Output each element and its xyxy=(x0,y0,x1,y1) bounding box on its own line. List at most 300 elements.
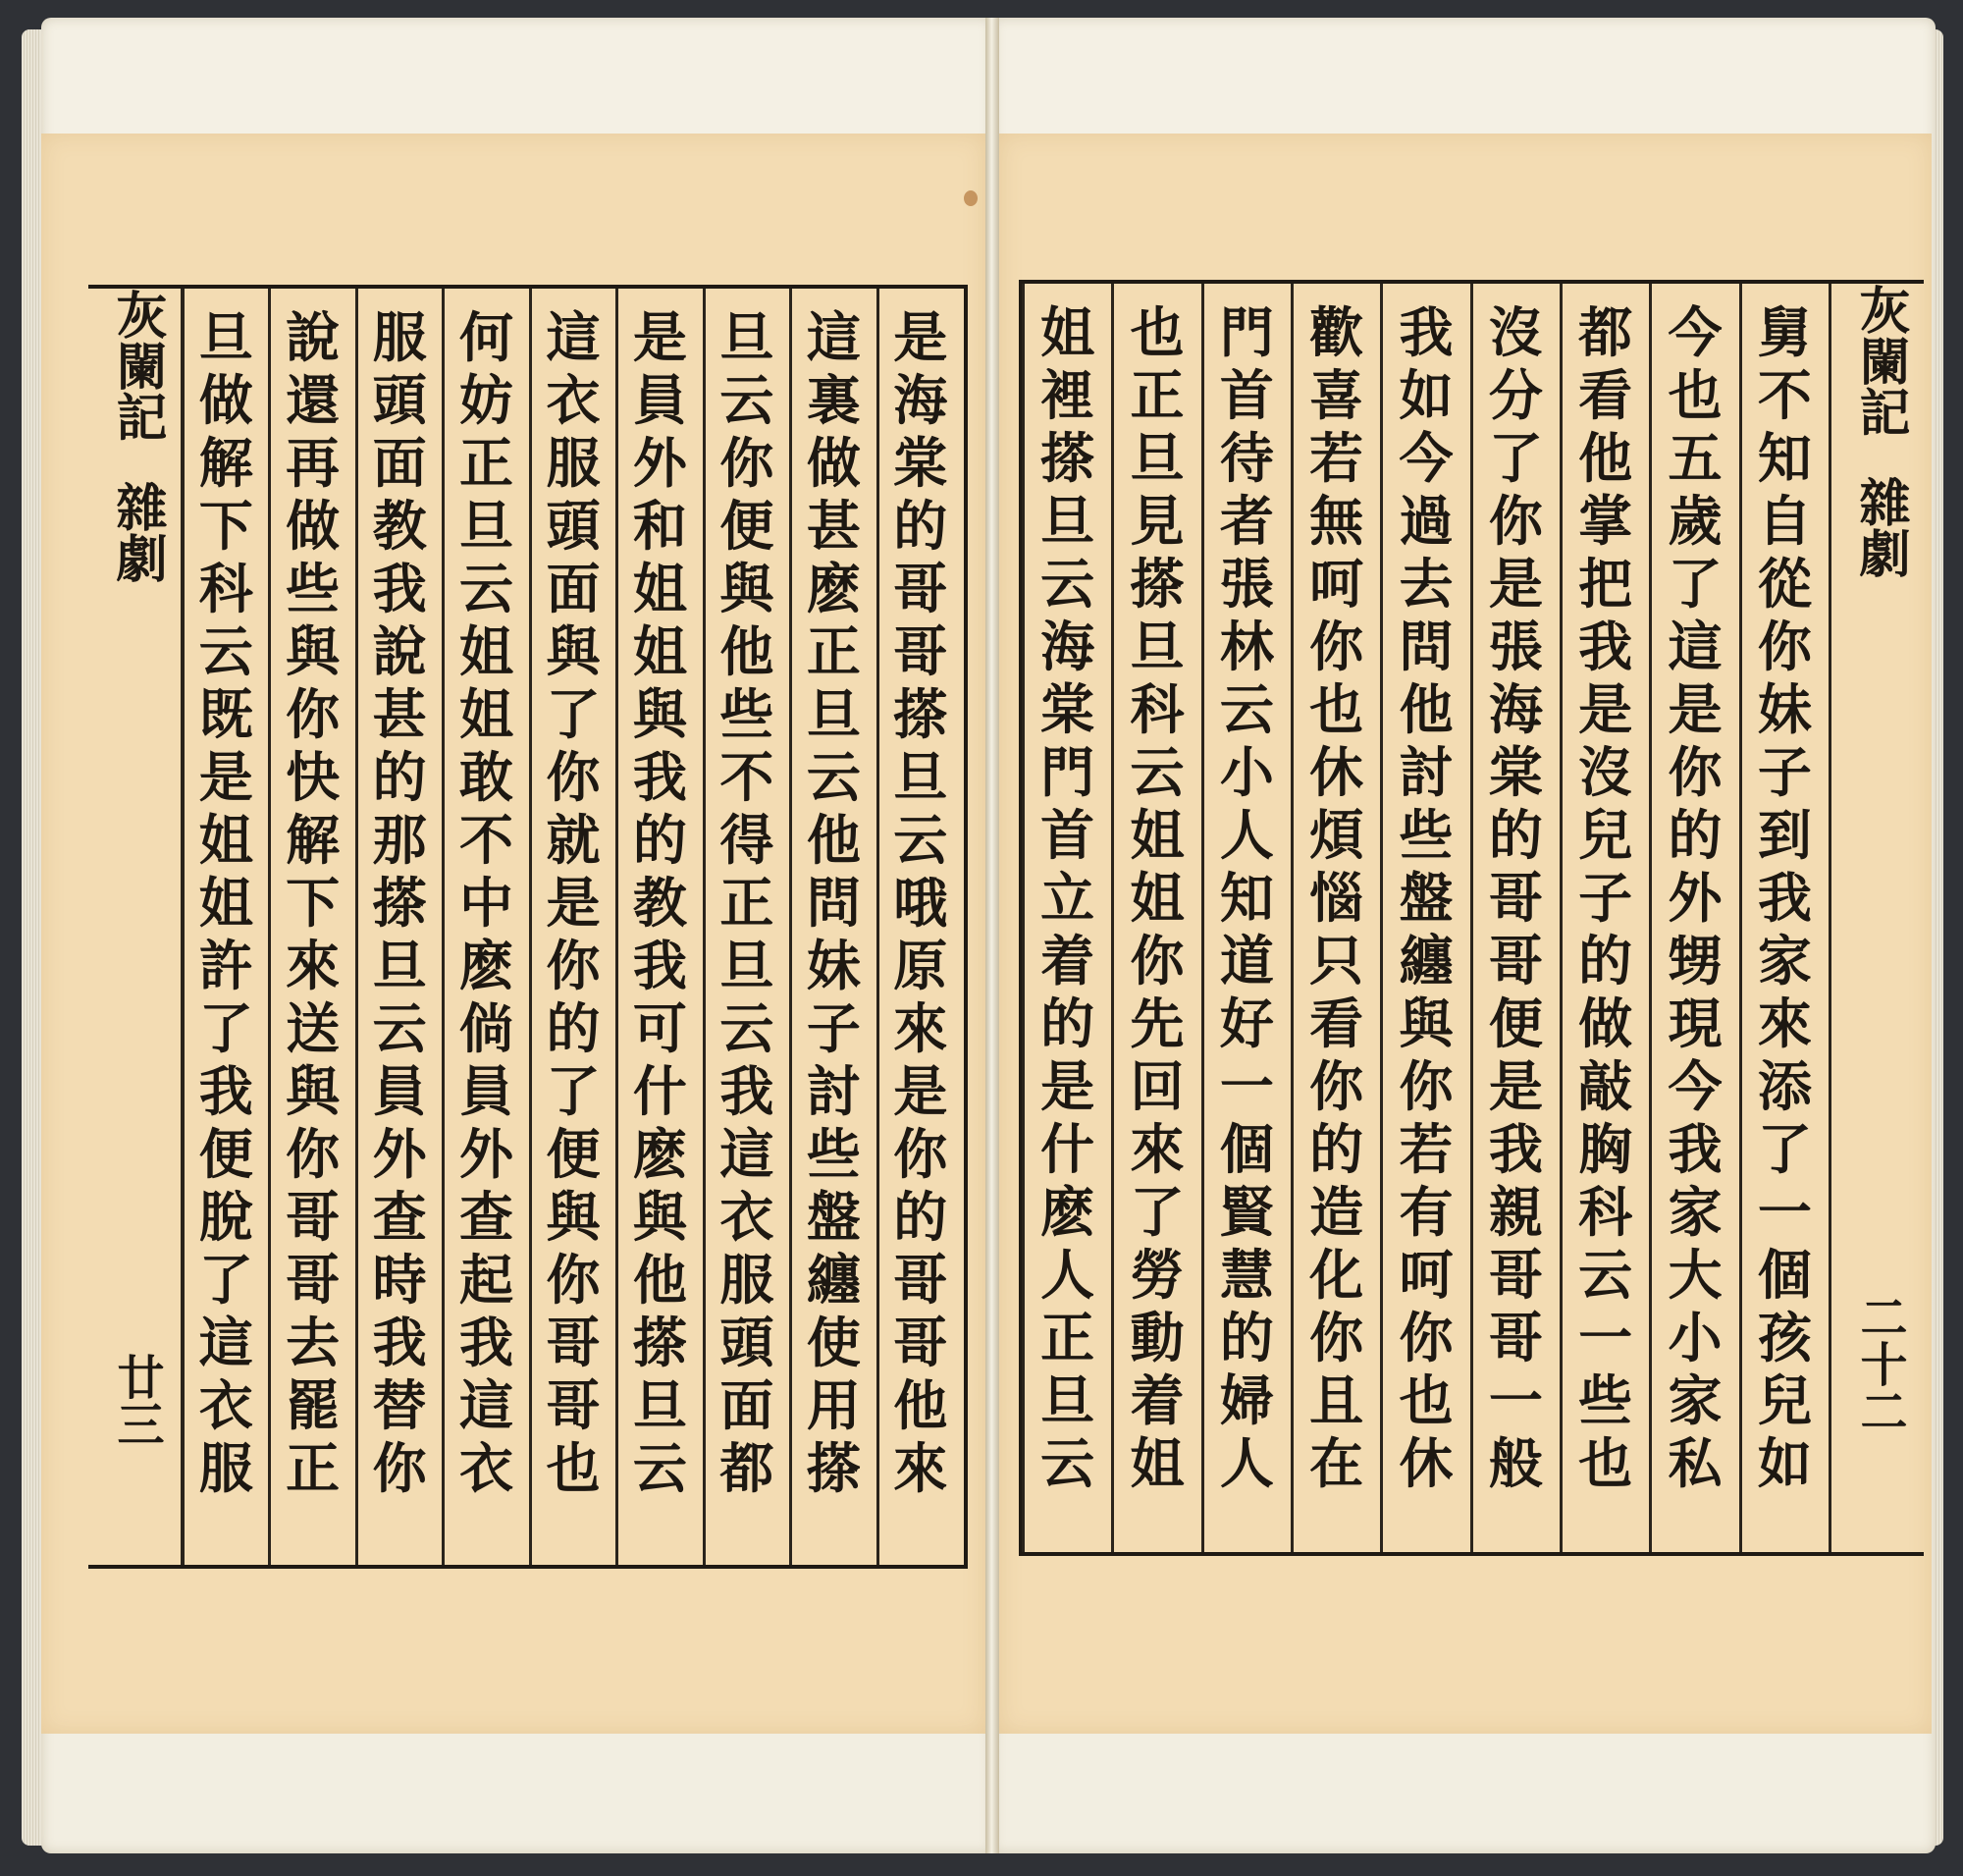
glyph: 海 xyxy=(1488,677,1543,741)
glyph: 與 xyxy=(632,1185,687,1249)
glyph: 是 xyxy=(893,305,948,369)
glyph: 我 xyxy=(1399,300,1454,364)
glyph: 的 xyxy=(1578,929,1633,992)
glyph: 是 xyxy=(893,1059,948,1123)
glyph: 姐 xyxy=(459,682,514,746)
glyph: 只 xyxy=(1309,929,1364,992)
glyph: 罷 xyxy=(286,1373,341,1437)
glyph: 棠 xyxy=(1040,677,1095,741)
column-rule xyxy=(789,289,792,1565)
glyph: 與 xyxy=(286,619,341,683)
glyph: 做 xyxy=(806,431,861,495)
glyph: 去 xyxy=(286,1311,341,1374)
glyph: 動 xyxy=(1130,1306,1185,1369)
glyph: 姐 xyxy=(198,871,253,935)
glyph: 服 xyxy=(719,1248,774,1312)
glyph: 搽 xyxy=(893,682,948,746)
glyph: 旦 xyxy=(806,682,861,746)
glyph: 這 xyxy=(459,1373,514,1437)
glyph: 與 xyxy=(719,557,774,620)
glyph: 兒 xyxy=(1578,803,1633,867)
glyph: 這 xyxy=(719,1122,774,1186)
glyph: 勞 xyxy=(1130,1243,1185,1307)
text-column xyxy=(1118,301,1196,1495)
glyph: 搽 xyxy=(1040,426,1095,490)
glyph: 旦 xyxy=(1040,489,1095,553)
glyph: 做 xyxy=(198,368,253,432)
glyph: 我 xyxy=(632,745,687,809)
glyph: 道 xyxy=(1219,929,1274,992)
glyph: 歲 xyxy=(1668,489,1723,553)
glyph: 旦 xyxy=(719,934,774,997)
glyph: 妹 xyxy=(1757,677,1812,741)
glyph: 搽 xyxy=(806,1436,861,1500)
glyph: 什 xyxy=(1040,1117,1095,1181)
text-column xyxy=(1476,301,1555,1495)
glyph: 原 xyxy=(893,934,948,997)
glyph: 都 xyxy=(719,1436,774,1500)
glyph: 造 xyxy=(1309,1180,1364,1244)
column-rule xyxy=(529,289,532,1565)
glyph: 喜 xyxy=(1309,363,1364,427)
glyph: 科 xyxy=(198,557,253,620)
glyph: 我 xyxy=(1488,1117,1543,1181)
glyph: 旦 xyxy=(1130,615,1185,678)
glyph: 婦 xyxy=(1219,1368,1274,1432)
glyph: 我 xyxy=(1757,866,1812,930)
glyph: 煩 xyxy=(1309,803,1364,867)
glyph: 的 xyxy=(632,808,687,872)
glyph: 你 xyxy=(1309,1054,1364,1118)
glyph: 這 xyxy=(806,305,861,369)
glyph: 般 xyxy=(1488,1431,1543,1495)
column-rule xyxy=(355,289,358,1565)
glyph: 哥 xyxy=(893,619,948,683)
glyph: 他 xyxy=(806,808,861,872)
glyph: 旦 xyxy=(198,305,253,369)
glyph: 若 xyxy=(1399,1117,1454,1181)
glyph: 從 xyxy=(1757,552,1812,616)
glyph: 你 xyxy=(286,1122,341,1186)
glyph: 科 xyxy=(1130,677,1185,741)
spine-page-number: 二十二 xyxy=(1852,1293,1907,1434)
glyph: 與 xyxy=(632,682,687,746)
glyph: 甚 xyxy=(806,494,861,558)
glyph: 許 xyxy=(198,934,253,997)
glyph: 可 xyxy=(632,996,687,1060)
glyph: 不 xyxy=(1757,363,1812,427)
glyph: 看 xyxy=(1309,992,1364,1055)
text-column xyxy=(1029,301,1107,1495)
glyph: 旦 xyxy=(1130,426,1185,490)
glyph: 都 xyxy=(1578,300,1633,364)
column-rule xyxy=(615,289,618,1565)
glyph: 他 xyxy=(1578,426,1633,490)
glyph: 和 xyxy=(632,494,687,558)
stain-mark xyxy=(964,190,978,206)
glyph: 查 xyxy=(459,1185,514,1249)
glyph: 衣 xyxy=(459,1436,514,1500)
glyph: 一 xyxy=(1488,1368,1543,1432)
glyph: 你 xyxy=(1130,929,1185,992)
glyph: 說 xyxy=(286,305,341,369)
column-rule xyxy=(1470,284,1473,1552)
glyph: 外 xyxy=(632,431,687,495)
glyph: 些 xyxy=(806,1122,861,1186)
glyph: 旦 xyxy=(1040,1368,1095,1432)
glyph: 一 xyxy=(1219,1054,1274,1118)
glyph: 是 xyxy=(1040,1054,1095,1118)
glyph: 我 xyxy=(632,934,687,997)
glyph: 面 xyxy=(546,557,601,620)
glyph: 大 xyxy=(1668,1243,1723,1307)
text-column xyxy=(1745,301,1824,1495)
glyph: 便 xyxy=(719,494,774,558)
glyph: 員 xyxy=(459,1059,514,1123)
column-rule xyxy=(876,289,879,1565)
glyph: 私 xyxy=(1668,1431,1723,1495)
glyph: 服 xyxy=(546,431,601,495)
glyph: 也 xyxy=(1399,1368,1454,1432)
glyph: 沒 xyxy=(1578,740,1633,804)
glyph: 的 xyxy=(1488,803,1543,867)
glyph: 今 xyxy=(1668,300,1723,364)
glyph: 麽 xyxy=(459,934,514,997)
text-column xyxy=(881,306,960,1500)
glyph: 有 xyxy=(1399,1180,1454,1244)
glyph: 好 xyxy=(1219,992,1274,1055)
glyph: 妹 xyxy=(806,934,861,997)
glyph: 不 xyxy=(459,808,514,872)
column-rule xyxy=(1739,284,1742,1552)
glyph: 何 xyxy=(459,305,514,369)
glyph: 外 xyxy=(372,1122,427,1186)
glyph: 呵 xyxy=(1399,1243,1454,1307)
glyph: 先 xyxy=(1130,992,1185,1055)
glyph: 敲 xyxy=(1578,1054,1633,1118)
glyph: 是 xyxy=(632,305,687,369)
glyph: 惱 xyxy=(1309,866,1364,930)
glyph: 衣 xyxy=(546,368,601,432)
right-text-frame xyxy=(1019,280,1924,1556)
glyph: 你 xyxy=(286,682,341,746)
text-column xyxy=(1298,301,1376,1495)
glyph: 了 xyxy=(198,996,253,1060)
glyph: 姐 xyxy=(1130,803,1185,867)
glyph: 化 xyxy=(1309,1243,1364,1307)
glyph: 待 xyxy=(1219,426,1274,490)
glyph: 也 xyxy=(546,1436,601,1500)
glyph: 也 xyxy=(1130,300,1185,364)
glyph: 送 xyxy=(286,996,341,1060)
glyph: 一 xyxy=(1578,1306,1633,1369)
glyph: 哥 xyxy=(286,1185,341,1249)
glyph: 的 xyxy=(1309,1117,1364,1181)
spine-section: 雜劇 xyxy=(1850,476,1910,578)
glyph: 問 xyxy=(806,871,861,935)
glyph: 些 xyxy=(1399,803,1454,867)
glyph: 沒 xyxy=(1488,300,1543,364)
glyph: 去 xyxy=(1399,552,1454,616)
glyph: 人 xyxy=(1219,1431,1274,1495)
glyph: 門 xyxy=(1219,300,1274,364)
glyph: 你 xyxy=(546,745,601,809)
glyph: 外 xyxy=(459,1122,514,1186)
glyph: 棠 xyxy=(893,431,948,495)
glyph: 旦 xyxy=(632,1373,687,1437)
glyph: 來 xyxy=(1757,992,1812,1055)
glyph: 哥 xyxy=(546,1311,601,1374)
glyph: 裏 xyxy=(806,368,861,432)
glyph: 倘 xyxy=(459,996,514,1060)
glyph: 今 xyxy=(1399,426,1454,490)
glyph: 服 xyxy=(198,1436,253,1500)
glyph: 面 xyxy=(719,1373,774,1437)
glyph: 云 xyxy=(372,996,427,1060)
glyph: 與 xyxy=(286,1059,341,1123)
glyph: 這 xyxy=(198,1311,253,1374)
column-rule xyxy=(1291,284,1294,1552)
glyph: 門 xyxy=(1040,740,1095,804)
glyph: 個 xyxy=(1757,1243,1812,1307)
glyph: 了 xyxy=(546,682,601,746)
glyph: 云 xyxy=(198,619,253,683)
glyph: 哥 xyxy=(286,1248,341,1312)
glyph: 海 xyxy=(1040,615,1095,678)
glyph: 小 xyxy=(1668,1306,1723,1369)
glyph: 是 xyxy=(546,871,601,935)
text-column xyxy=(620,306,699,1500)
glyph: 做 xyxy=(286,494,341,558)
column-rule xyxy=(268,289,271,1565)
glyph: 姐 xyxy=(1130,866,1185,930)
glyph: 哥 xyxy=(546,1373,601,1437)
glyph: 我 xyxy=(459,1311,514,1374)
glyph: 纏 xyxy=(1399,929,1454,992)
glyph: 若 xyxy=(1309,426,1364,490)
glyph: 教 xyxy=(372,494,427,558)
glyph: 兒 xyxy=(1757,1368,1812,1432)
glyph: 云 xyxy=(806,745,861,809)
glyph: 敢 xyxy=(459,745,514,809)
glyph: 衣 xyxy=(198,1373,253,1437)
glyph: 麽 xyxy=(1040,1180,1095,1244)
column-rule xyxy=(1111,284,1114,1552)
text-column xyxy=(1566,301,1645,1495)
glyph: 解 xyxy=(198,431,253,495)
glyph: 討 xyxy=(806,1059,861,1123)
glyph: 子 xyxy=(1578,866,1633,930)
glyph: 他 xyxy=(1399,677,1454,741)
glyph: 首 xyxy=(1040,803,1095,867)
glyph: 過 xyxy=(1399,489,1454,553)
glyph: 慧 xyxy=(1219,1243,1274,1307)
glyph: 休 xyxy=(1309,740,1364,804)
glyph: 得 xyxy=(719,808,774,872)
glyph: 人 xyxy=(1219,803,1274,867)
glyph: 個 xyxy=(1219,1117,1274,1181)
glyph: 頭 xyxy=(719,1311,774,1374)
glyph: 自 xyxy=(1757,489,1812,553)
glyph: 說 xyxy=(372,619,427,683)
glyph: 下 xyxy=(198,494,253,558)
column-rule xyxy=(442,289,445,1565)
glyph: 正 xyxy=(1130,363,1185,427)
glyph: 在 xyxy=(1309,1431,1364,1495)
glyph: 與 xyxy=(546,1185,601,1249)
glyph: 云 xyxy=(632,1436,687,1500)
text-column xyxy=(1387,301,1465,1495)
glyph: 云 xyxy=(719,368,774,432)
glyph: 脫 xyxy=(198,1185,253,1249)
column-rule xyxy=(1022,284,1025,1552)
glyph: 掌 xyxy=(1578,489,1633,553)
column-rule xyxy=(1560,284,1563,1552)
glyph: 解 xyxy=(286,808,341,872)
glyph: 他 xyxy=(719,619,774,683)
glyph: 再 xyxy=(286,431,341,495)
glyph: 也 xyxy=(1668,363,1723,427)
text-column xyxy=(534,306,612,1500)
glyph: 云 xyxy=(459,557,514,620)
glyph: 問 xyxy=(1399,615,1454,678)
glyph: 員 xyxy=(632,368,687,432)
text-column xyxy=(274,306,352,1500)
glyph: 姐 xyxy=(632,619,687,683)
glyph: 我 xyxy=(372,557,427,620)
glyph: 云 xyxy=(1219,677,1274,741)
glyph: 你 xyxy=(546,934,601,997)
left-spine-label xyxy=(98,289,175,1565)
text-column xyxy=(794,306,873,1500)
glyph: 姐 xyxy=(632,557,687,620)
glyph: 我 xyxy=(1668,1117,1723,1181)
glyph: 正 xyxy=(286,1436,341,1500)
glyph: 哥 xyxy=(893,557,948,620)
glyph: 盤 xyxy=(806,1185,861,1249)
glyph: 正 xyxy=(1040,1306,1095,1369)
glyph: 了 xyxy=(1488,426,1543,490)
glyph: 家 xyxy=(1757,929,1812,992)
glyph: 云 xyxy=(719,996,774,1060)
glyph: 了 xyxy=(1130,1180,1185,1244)
glyph: 也 xyxy=(1578,1431,1633,1495)
glyph: 我 xyxy=(372,1311,427,1374)
glyph: 的 xyxy=(372,745,427,809)
glyph: 麽 xyxy=(632,1122,687,1186)
glyph: 林 xyxy=(1219,615,1274,678)
glyph: 就 xyxy=(546,808,601,872)
glyph: 與 xyxy=(546,619,601,683)
right-spine-label xyxy=(1841,284,1918,1552)
glyph: 是 xyxy=(1578,677,1633,741)
glyph: 你 xyxy=(1399,1306,1454,1369)
glyph: 是 xyxy=(1488,1054,1543,1118)
glyph: 甥 xyxy=(1668,929,1723,992)
text-column xyxy=(448,306,526,1500)
text-column xyxy=(1207,301,1286,1495)
glyph: 了 xyxy=(198,1248,253,1312)
glyph: 中 xyxy=(459,871,514,935)
glyph: 知 xyxy=(1757,426,1812,490)
glyph: 云 xyxy=(1040,1431,1095,1495)
text-column xyxy=(1656,301,1734,1495)
glyph: 了 xyxy=(1757,1117,1812,1181)
spine-page-number: 廿三 xyxy=(109,1353,164,1447)
glyph: 姐 xyxy=(198,808,253,872)
glyph: 海 xyxy=(893,368,948,432)
glyph: 立 xyxy=(1040,866,1095,930)
glyph: 面 xyxy=(372,431,427,495)
glyph: 做 xyxy=(1578,992,1633,1055)
glyph: 姐 xyxy=(459,619,514,683)
glyph: 現 xyxy=(1668,992,1723,1055)
glyph: 孩 xyxy=(1757,1306,1812,1369)
glyph: 起 xyxy=(459,1248,514,1312)
glyph: 呵 xyxy=(1309,552,1364,616)
glyph: 云 xyxy=(1130,740,1185,804)
glyph: 下 xyxy=(286,871,341,935)
glyph: 的 xyxy=(1219,1306,1274,1369)
glyph: 甚 xyxy=(372,682,427,746)
glyph: 便 xyxy=(198,1122,253,1186)
glyph: 時 xyxy=(372,1248,427,1312)
glyph: 子 xyxy=(806,996,861,1060)
text-column xyxy=(360,306,439,1500)
glyph: 便 xyxy=(1488,992,1543,1055)
glyph: 着 xyxy=(1130,1368,1185,1432)
glyph: 衣 xyxy=(719,1185,774,1249)
glyph: 旦 xyxy=(372,934,427,997)
glyph: 人 xyxy=(1040,1243,1095,1307)
glyph: 姐 xyxy=(1040,300,1095,364)
glyph: 纏 xyxy=(806,1248,861,1312)
glyph: 到 xyxy=(1757,803,1812,867)
glyph: 科 xyxy=(1578,1180,1633,1244)
glyph: 來 xyxy=(893,1436,948,1500)
glyph: 者 xyxy=(1219,489,1274,553)
glyph: 哥 xyxy=(1488,866,1543,930)
glyph: 我 xyxy=(1578,615,1633,678)
glyph: 休 xyxy=(1399,1431,1454,1495)
glyph: 那 xyxy=(372,808,427,872)
glyph: 妨 xyxy=(459,368,514,432)
glyph: 查 xyxy=(372,1185,427,1249)
glyph: 使 xyxy=(806,1311,861,1374)
glyph: 你 xyxy=(1757,615,1812,678)
glyph: 我 xyxy=(719,1059,774,1123)
glyph: 正 xyxy=(719,871,774,935)
glyph: 你 xyxy=(1309,1306,1364,1369)
glyph: 些 xyxy=(286,557,341,620)
glyph: 且 xyxy=(1309,1368,1364,1432)
glyph: 他 xyxy=(893,1373,948,1437)
glyph: 快 xyxy=(286,745,341,809)
column-rule xyxy=(703,289,706,1565)
glyph: 首 xyxy=(1219,363,1274,427)
text-column xyxy=(708,306,786,1500)
glyph: 正 xyxy=(459,431,514,495)
glyph: 也 xyxy=(1309,677,1364,741)
glyph: 討 xyxy=(1399,740,1454,804)
glyph: 云 xyxy=(1578,1243,1633,1307)
glyph: 什 xyxy=(632,1059,687,1123)
glyph: 云 xyxy=(1040,552,1095,616)
glyph: 胸 xyxy=(1578,1117,1633,1181)
glyph: 這 xyxy=(546,305,601,369)
column-rule xyxy=(1380,284,1383,1552)
glyph: 無 xyxy=(1309,489,1364,553)
